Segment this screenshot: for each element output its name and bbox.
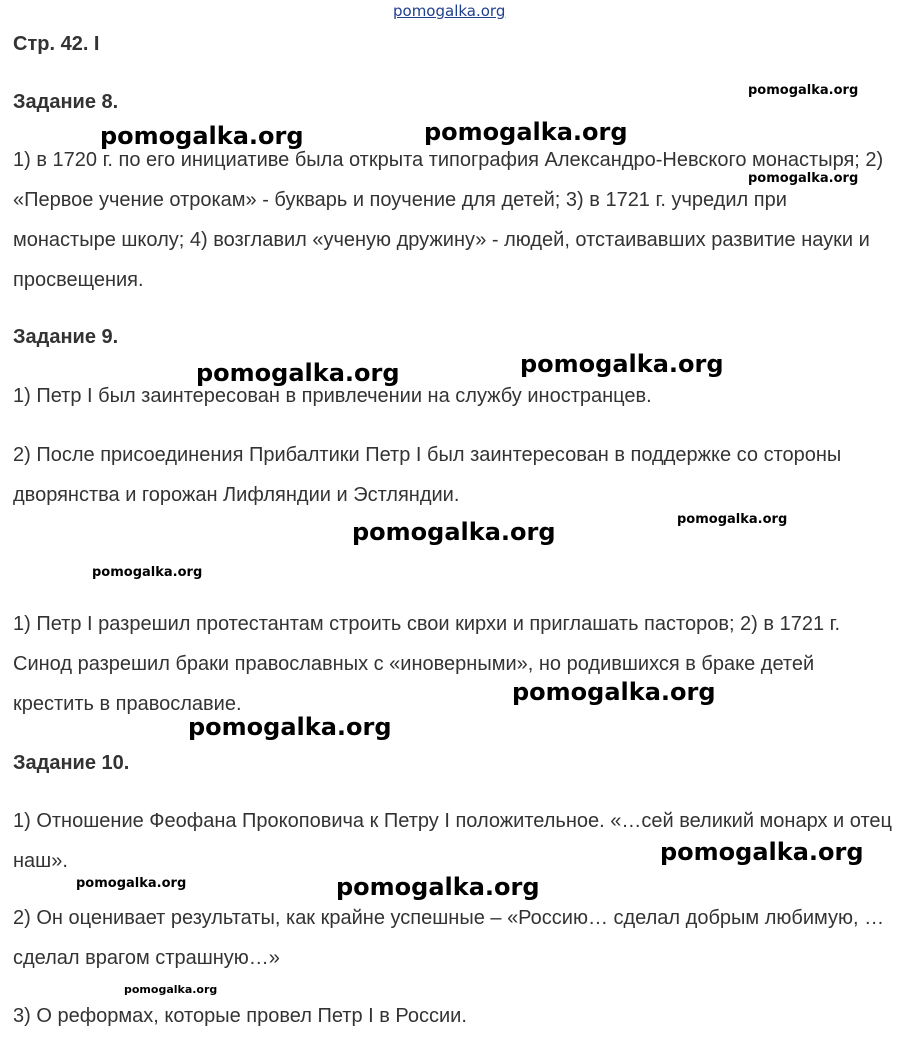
task10-heading: Задание 10. <box>13 752 130 774</box>
task9-paragraph-3: 1) Петр I разрешил протестантам строить свои кирхи и приглашать пасторов; 2) в 1721 г. Синод разрешил браки православных с «иноверными», но родившихся в браке детей крестить в православие. <box>13 613 841 715</box>
watermark-text: pomogalka.org <box>76 876 187 891</box>
top-watermark-link[interactable]: pomogalka.org <box>393 2 506 20</box>
task9-heading: Задание 9. <box>13 326 119 348</box>
task10-paragraph-1: 1) Отношение Феофана Прокоповича к Петру I положительное. «…сей великий монарх и отец наш». <box>13 810 892 872</box>
watermark-text: pomogalka.org <box>336 873 540 901</box>
watermark-text: pomogalka.org <box>660 838 864 866</box>
task9-paragraph-2: 2) После присоединения Прибалтики Петр I был заинтересован в поддержке со стороны дворянства и горожан Лифляндии и Эстляндии. <box>13 444 842 506</box>
watermark-text: pomogalka.org <box>512 678 716 706</box>
watermark-text: pomogalka.org <box>748 83 859 98</box>
watermark-text: pomogalka.org <box>520 350 724 378</box>
task10-paragraph-2: 2) Он оценивает результаты, как крайне успешные – «Россию… сделал добрым любимую, … сделал врагом страшную…» <box>13 907 885 969</box>
watermark-text: pomogalka.org <box>188 713 392 741</box>
watermark-text: pomogalka.org <box>196 359 400 387</box>
task9-paragraph-1: 1) Петр I был заинтересован в привлечении на службу иностранцев. <box>13 385 652 407</box>
watermark-text: pomogalka.org <box>677 512 788 527</box>
watermark-text: pomogalka.org <box>124 983 218 996</box>
watermark-text: pomogalka.org <box>352 518 556 546</box>
task10-paragraph-3: 3) О реформах, которые провел Петр I в России. <box>13 1005 467 1027</box>
page-reference: Стр. 42. I <box>13 33 100 55</box>
task8-heading: Задание 8. <box>13 91 119 113</box>
watermark-text: pomogalka.org <box>100 122 304 150</box>
watermark-text: pomogalka.org <box>748 171 859 186</box>
watermark-text: pomogalka.org <box>424 118 628 146</box>
task8-text: 1) в 1720 г. по его инициативе была открыта типография Александро-Невского монастыря; 2) «Первое учение отрокам» - букварь и поучение для детей; 3) в 1721 г. учредил при монастыре школу; 4) возглавил «ученую дружину» - людей, отстаивавших развитие науки и просвещения. <box>13 149 884 291</box>
watermark-text: pomogalka.org <box>92 565 203 580</box>
